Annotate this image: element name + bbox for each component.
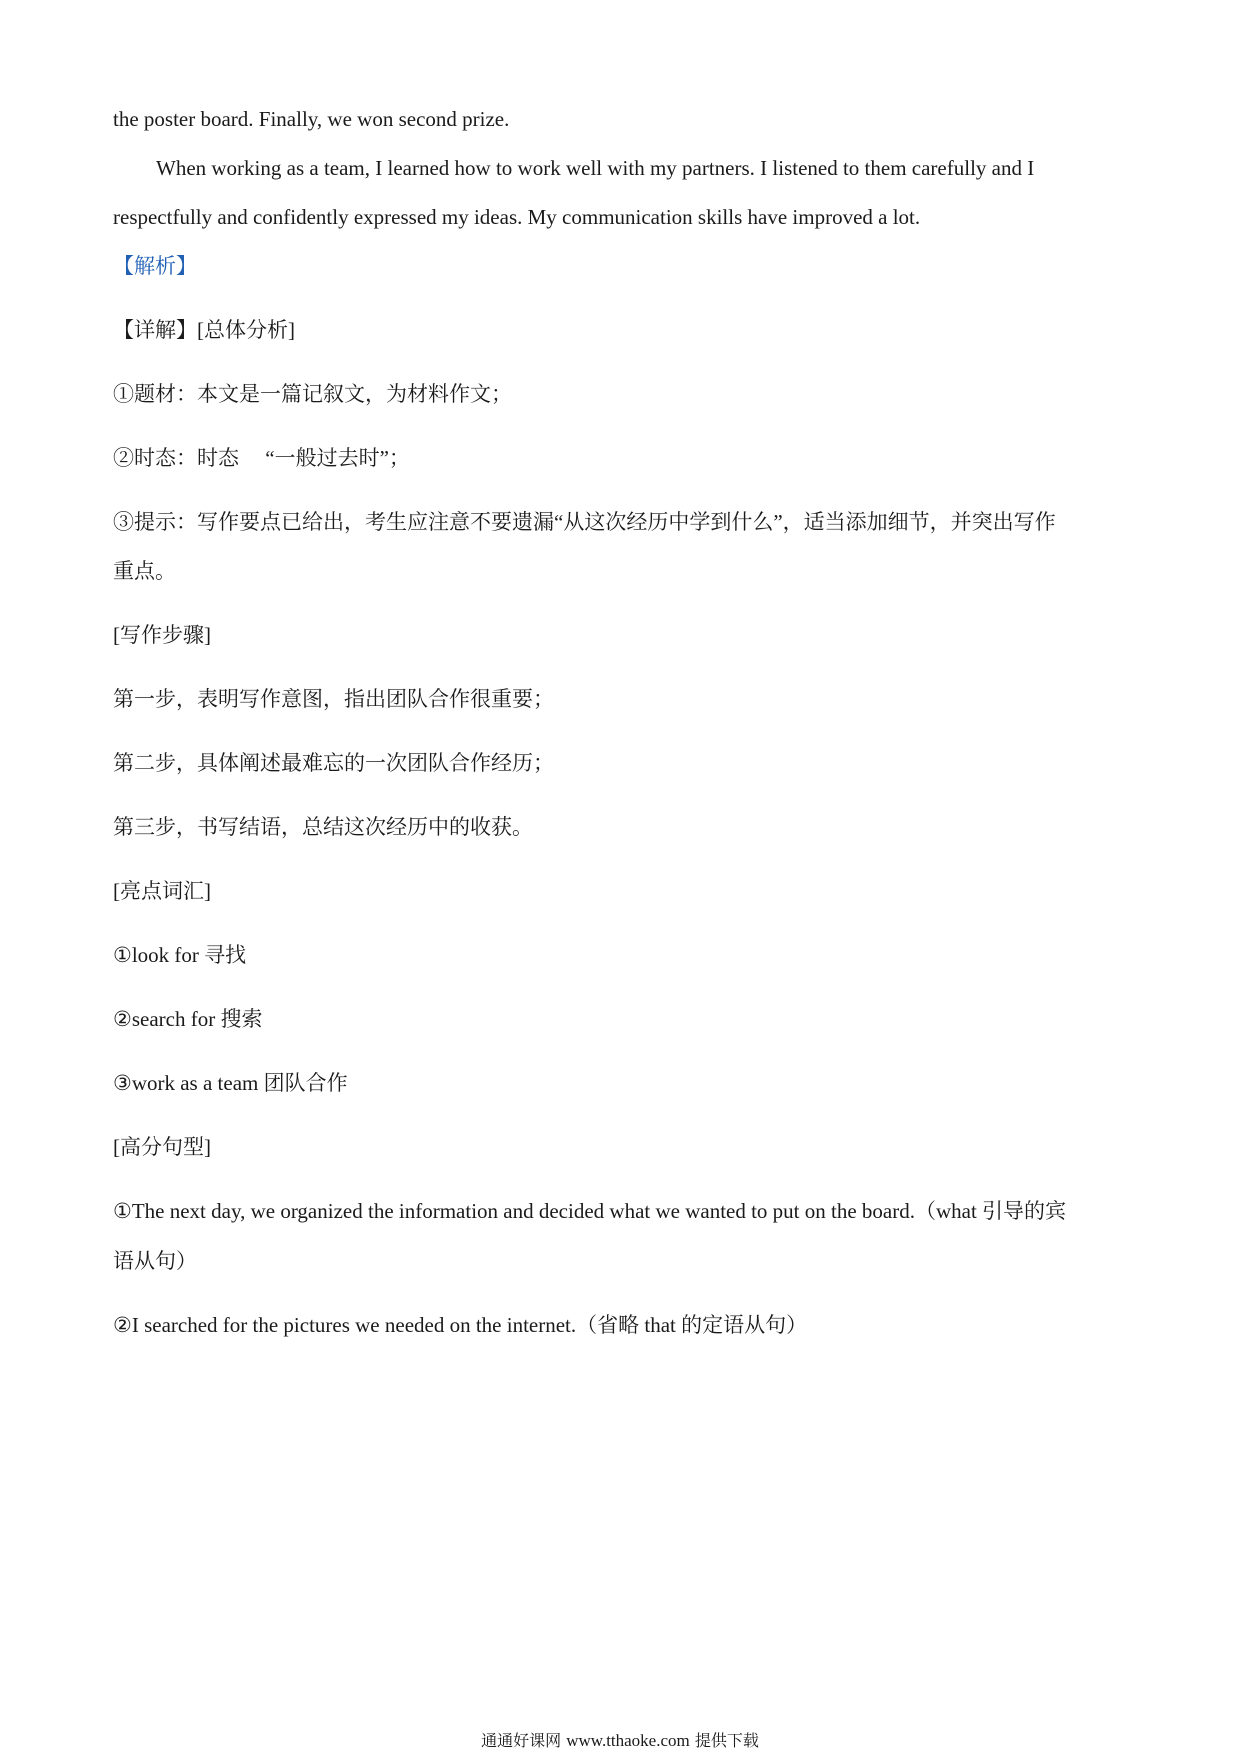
section-label-analysis: 【解析】	[113, 254, 197, 278]
detail-heading: 【详解】[总体分析]	[113, 318, 295, 342]
analysis-tip-line-1: ③提示：写作要点已给出，考生应注意不要遗漏“从这次经历中学到什么”，适当添加细节，并突出写作	[113, 510, 1056, 534]
analysis-subject: ①题材：本文是一篇记叙文，为材料作文；	[113, 382, 512, 406]
step-item: 第一步，表明写作意图，指出团队合作很重要；	[113, 687, 554, 711]
intro-line-3: respectfully and confidently expressed my ideas. My communication skills have improved a lot.	[113, 205, 921, 229]
analysis-tense: ②时态：时态 “一般过去时”；	[113, 446, 410, 470]
sentence-item-1-line-1: ①The next day, we organized the information and decided what we wanted to put on the board.（what 引导的宾	[113, 1199, 1067, 1223]
intro-line-1: the poster board. Finally, we won second prize.	[113, 107, 510, 131]
steps-heading: [写作步骤]	[113, 623, 211, 647]
vocab-heading: [亮点词汇]	[113, 879, 211, 903]
footer-site-name: 通通好课网	[481, 1731, 562, 1750]
footer-url[interactable]: www.tthaoke.com	[566, 1731, 690, 1750]
intro-line-2: When working as a team, I learned how to work well with my partners. I listened to them carefully and I	[156, 156, 1035, 180]
sentences-heading: [高分句型]	[113, 1135, 211, 1159]
analysis-tip-line-2: 重点。	[113, 559, 176, 583]
step-item: 第三步，书写结语，总结这次经历中的收获。	[113, 815, 533, 839]
footer-suffix: 提供下载	[694, 1731, 759, 1750]
vocab-item: ③work as a team 团队合作	[113, 1071, 348, 1095]
sentence-item-2: ②I searched for the pictures we needed on the internet.（省略 that 的定语从句）	[113, 1313, 808, 1337]
vocab-item: ②search for 搜索	[113, 1007, 263, 1031]
sentence-item-1-line-2: 语从句）	[113, 1249, 197, 1273]
step-item: 第二步，具体阐述最难忘的一次团队合作经历；	[113, 751, 554, 775]
page-footer	[0, 1730, 1240, 1752]
vocab-item: ①look for 寻找	[113, 943, 247, 967]
